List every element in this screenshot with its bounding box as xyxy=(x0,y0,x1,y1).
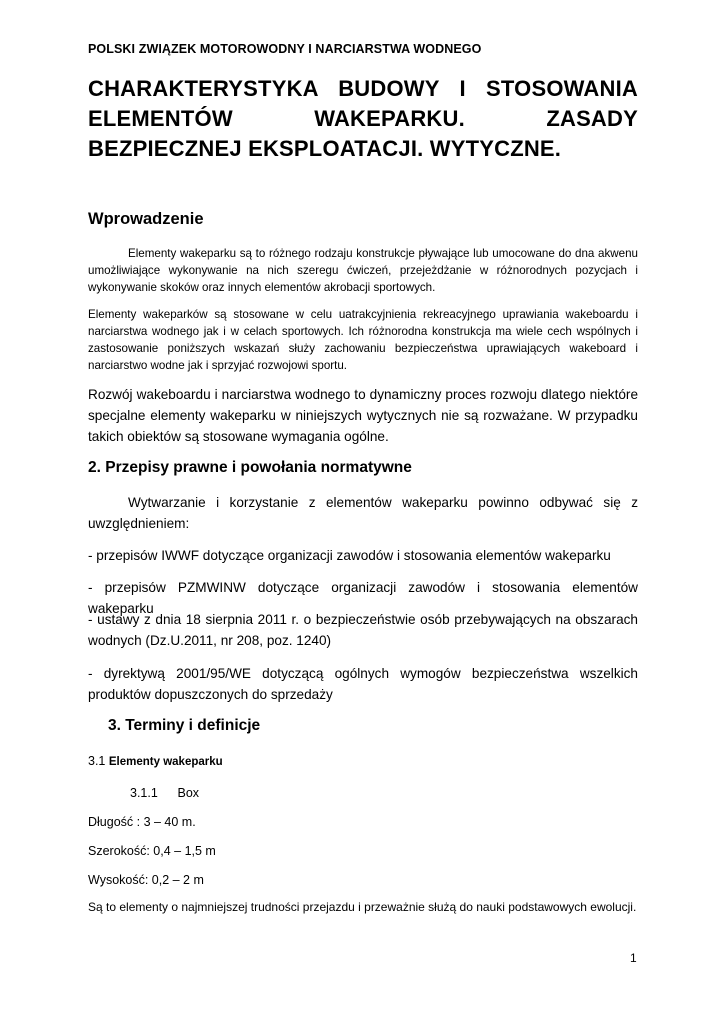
box-description: Są to elementy o najmniejszej trudności przejazdu i przeważnie służą do nauki podstawowych ewolucji. xyxy=(88,900,637,914)
width-spec: Szerokość: 0,4 – 1,5 m xyxy=(88,844,216,858)
intro-heading: Wprowadzenie xyxy=(88,210,204,228)
page-number: 1 xyxy=(630,951,637,965)
intro-paragraph-2: Elementy wakeparków są stosowane w celu uatrakcyjnienia rekreacyjnego uprawiania wakeboardu i narciarstwa wodnego jak i w celach sportowych. Ich różnorodna konstrukcja ma wiele cech wspólnych i zastosowanie poniższych wskazań służy zachowaniu bezpieczeństwa uprawiających wakeboard i narciarstwo wodne jak i sprzyjać rozwojowi sportu. xyxy=(88,308,638,372)
document-title: CHARAKTERYSTYKA BUDOWY I STOSOWANIA ELEMENTÓW WAKEPARKU. ZASADY BEZPIECZNEJ EKSPLOATACJI. WYTYCZNE. xyxy=(88,76,638,161)
item-number: 3.1.1 xyxy=(130,786,158,800)
list-item: - przepisów PZMWINW dotyczące organizacji zawodów i stosowania elementów wakeparku xyxy=(88,580,638,616)
section-2-intro: Wytwarzanie i korzystanie z elementów wakeparku powinno odbywać się z uwzględnieniem: xyxy=(88,495,638,531)
intro-paragraph-3: Rozwój wakeboardu i narciarstwa wodnego to dynamiczny proces rozwoju dlatego niektóre specjalne elementy wakeparku w niniejszych wytycznych nie są rozważane. W przypadku takich obiektów są stosowane wymagania ogólne. xyxy=(88,387,638,444)
list-item: - dyrektywą 2001/95/WE dotyczącą ogólnych wymogów bezpieczeństwa wszelkich produktów dopuszczonych do sprzedaży xyxy=(88,666,638,702)
item-title: Box xyxy=(177,786,200,800)
subsection-title: Elementy wakeparku xyxy=(108,756,223,768)
item-3-1-1 xyxy=(130,786,199,800)
section-3-heading: 3. Terminy i definicje xyxy=(108,717,261,734)
subsection-number: 3.1 xyxy=(88,754,106,768)
list-item: - ustawy z dnia 18 sierpnia 2011 r. o bezpieczeństwie osób przebywających na obszarach wodnych (Dz.U.2011, nr 208, poz. 1240) xyxy=(88,612,638,648)
subsection-3-1 xyxy=(88,754,223,768)
height-spec: Wysokość: 0,2 – 2 m xyxy=(88,873,204,887)
length-spec: Długość : 3 – 40 m. xyxy=(88,815,196,829)
section-2-heading: 2. Przepisy prawne i powołania normatywne xyxy=(88,459,412,476)
intro-paragraph-1: Elementy wakeparku są to różnego rodzaju konstrukcje pływające lub umocowane do dna akwenu umożliwiające wykonywanie na nich szeregu ćwiczeń, przejeżdżanie w różnorodnych pozycjach i wykonywanie skoków oraz innych elementów akrobacji sportowych. xyxy=(88,247,638,294)
organization-name: POLSKI ZWIĄZEK MOTOROWODNY I NARCIARSTWA WODNEGO xyxy=(88,42,482,56)
list-item: - przepisów IWWF dotyczące organizacji zawodów i stosowania elementów wakeparku xyxy=(88,548,611,563)
